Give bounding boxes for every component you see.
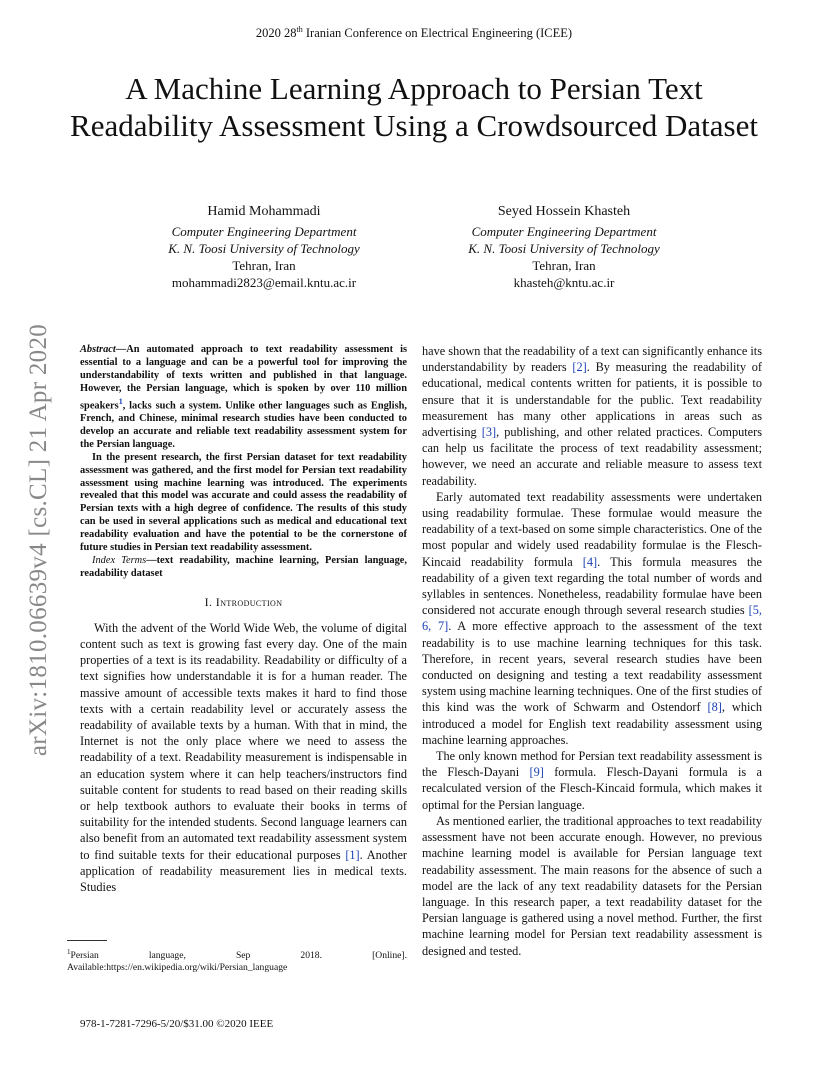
citation-link[interactable]: [8] [707,700,722,715]
citation-link[interactable]: [3] [481,425,497,440]
footnote-divider [67,940,107,941]
author-name: Seyed Hossein Khasteh [497,204,631,219]
author-name: Hamid Mohammadi [207,204,321,219]
section-heading-introduction: I. Introduction [204,594,283,609]
right-column [422,343,762,959]
index-terms: Index Terms—text readability, machine learning, Persian language, readability dataset [80,554,407,579]
intro-paragraph-3: Early automated text readability assessments were undertaken using readability formulae. These formulae would measure the readability of a text-based on some simple characteristics. One of the most popular and widely used readability formulae is the Flesch-Kincaid readability formula [4]. This formula measures the readability of a given text regarding the total number of words and syllables in sentences. Nonetheless, readability formulae have been considered not accurate enough through several research studies [5, 6, 7]. A more effective approach to the assessment of the text readability is to use machine learning techniques for this task. Therefore, in recent years, several research studies have been conducted on designing and testing a text readability assessment system using machine learning techniques. One of the first studies of this kind was the work of Schwarm and Ostendorf [8], which introduced a model for English text readability assessment using machine learning approaches. [422,489,762,747]
author-department: Computer Engineering Department [171,224,357,239]
abstract-paragraph-1: Abstract—An automated approach to text readability assessment is essential to a language and can be a powerful tool for improving the understandability of texts written and published in that language. However, the Persian language, which is spoken by over 110 million speakers$^1$, lacks such a system. Unlike other languages such as English, French, and Chinese, minimal research studies have been conducted to develop an accurate and reliable text readability assessment system for the Persian language. [80,344,407,450]
abstract [80,344,407,581]
author-block-1 [114,203,414,291]
intro-paragraph-1: With the advent of the World Wide Web, the volume of digital content such as text is growing fast every day. One of the main properties of a text is its readability. Readability or difficulty of a text signifies how understandable it is for a human reader. The massive amount of accessible texts makes it hard to find those texts with a certain readability level or accurately assess the readability of available texts by a human. With that in mind, the Internet is not the only place where we need to assess the readability of a text. Readability measurement is indispensable in an education system where it can help teachers/instructors find suitable content for students to read based on their reading skills or help textbook authors to evaluate their books in terms of suitability for the intended students. Second language learners can also benefit from an automated text readability assessment system to find suitable texts for their educational purposes [1]. Another application of readability measurement lies in medical texts. Studies [80,620,407,895]
footnote-link[interactable]: 1 [118,396,123,406]
author-university: K. N. Toosi University of Technology [468,241,660,256]
copyright-footer: 978-1-7281-7296-5/20/$31.00 ©2020 IEEE [80,1018,274,1030]
author-block-2 [414,203,714,291]
footnote: $^1$Persian language, Sep 2018. [Online]. Available:https://en.wikipedia.org/wiki/Persian_language [67,948,407,974]
intro-paragraph-4: The only known method for Persian text readability assessment is the Flesch-Dayani [9] formula. Flesch-Dayani formula is a recalculated version of the Flesch-Kincaid formula, which makes it optimal for the Persian language. [422,749,762,812]
citation-link[interactable]: [2] [572,360,587,375]
paper-title: A Machine Learning Approach to Persian Text Readability Assessment Using a Crowdsourced Dataset [70,71,758,143]
author-email[interactable]: khasteh@kntu.ac.ir [513,275,615,290]
citation-link[interactable]: [4] [582,554,598,569]
author-email[interactable]: mohammadi2823@email.kntu.ac.ir [171,275,357,290]
author-university: K. N. Toosi University of Technology [168,241,360,256]
author-department: Computer Engineering Department [471,224,657,239]
intro-paragraph-5: As mentioned earlier, the traditional approaches to text readability assessment have not been accurate enough. However, no previous machine learning model is available for Persian language text readability assessment. The main reasons for the absence of such a model are the lack of any text readability datasets for the Persian language. In this research paper, a text readability dataset for the Persian language is gathered using a novel method. Further, the first machine learning model for Persian text readability assessment is designed and tested. [422,813,762,958]
intro-paragraph-2: have shown that the readability of a text can significantly enhance its understandability by readers [2]. By measuring the readability of educational, medical contents written for patients, it is possible to ensure that it is understandable for the public. Text readability measurement has many other applications in areas such as advertising [3], publishing, and other related practices. Computers can help us facilitate the process of text readability assessment; however, we need an accurate and reliable measure to assess text readability. [422,344,762,488]
arxiv-stamp: arXiv:1810.06639v4 [cs.CL] 21 Apr 2020 [25,323,52,757]
conference-header: 2020 28th Iranian Conference on Electrical Engineering (ICEE) [255,25,573,41]
abstract-paragraph-2: In the present research, the first Persian dataset for text readability assessment was gathered, and the first model for Persian text readability assessment using machine learning was introduced. The experiments revealed that this model was accurate and could assess the readability of Persian texts with a high degree of confidence. The results of this study can be used in several applications such as medical and educational text readability evaluation and have the potential to be the cornerstone of future studies in Persian text readability assessment. [80,451,407,554]
index-terms-label: Index Terms [92,554,147,566]
author-location: Tehran, Iran [532,258,596,273]
citation-link[interactable]: [9] [529,765,544,780]
citation-link[interactable]: [1] [345,847,360,862]
citation-link[interactable]: [5, 6, 7] [422,603,762,634]
abstract-label: Abstract [80,344,116,355]
left-column [80,344,407,895]
author-location: Tehran, Iran [232,258,296,273]
